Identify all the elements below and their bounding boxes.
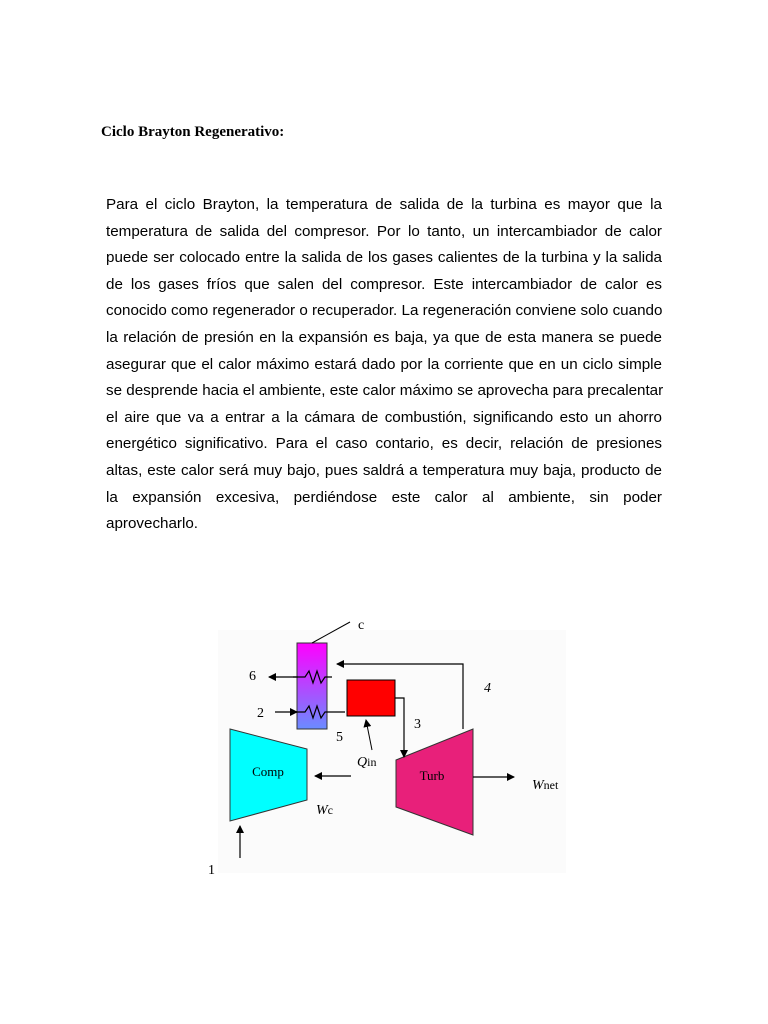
state-5-label: 5 [336,730,343,745]
state-6-label: 6 [249,669,256,684]
compressor-work-label [316,803,333,818]
state-2-label: 2 [257,706,264,721]
section-title: Ciclo Brayton Regenerativo: [101,124,285,140]
compressor-label: Comp [252,764,284,779]
paragraph-line: se desprende hacia el ambiente, este calor máximo se aprovecha para precalentar [106,382,664,400]
paragraph-line: Para el ciclo Brayton, la temperatura de salida de la turbina es mayor que la [106,196,662,213]
paragraph-line: conocido como regenerador o recuperador. La regeneración conviene solo cuando [106,302,663,320]
state-4-label: 4 [484,681,491,696]
work-comp-symbol: W [316,803,328,818]
regen-cut-label: c [358,618,365,633]
paragraph-line: energético significativo. Para el caso contario, es decir, relación de presiones [106,435,662,453]
combustion-chamber [347,680,395,716]
work-net-symbol: W [532,778,544,793]
state-3-label: 3 [414,717,421,732]
paragraph-line: la expansión excesiva, perdiéndose este calor al ambiente, sin poder [106,488,662,506]
paragraph-line: de los gases fríos que salen del compresor. Este intercambiador de calor es [106,275,662,293]
work-comp-subscript: c [327,803,333,817]
state-1-label: 1 [208,863,215,878]
heat-in-symbol: Q [357,755,368,770]
paragraph-line: aprovecharlo. [106,515,199,533]
brayton-regenerative-diagram [200,615,580,895]
body-paragraph [106,195,662,541]
paragraph-line: asegurar que el calor máximo estará dado por la corriente que en un ciclo simple [106,355,662,373]
paragraph-line: puede ser colocado entre la salida de los gases calientes de la turbina y la salida [106,249,662,267]
paragraph-line: la relación de presión en la expansión es baja, ya que de esta manera se puede [106,328,662,346]
work-net-subscript: net [543,778,559,792]
paragraph-line: altas, este calor será muy bajo, pues saldrá a temperatura muy baja, producto de [106,461,662,479]
heat-in-subscript: in [367,755,377,769]
heat-input-label [357,755,376,770]
turbine-label: Turb [419,768,445,783]
paragraph-line: el aire que va a entrar a la cámara de combustión, significando esto un ahorro [106,408,662,426]
net-work-label [532,778,559,793]
paragraph-line: temperatura de salida del compresor. Por lo tanto, un intercambiador de calor [106,222,662,240]
